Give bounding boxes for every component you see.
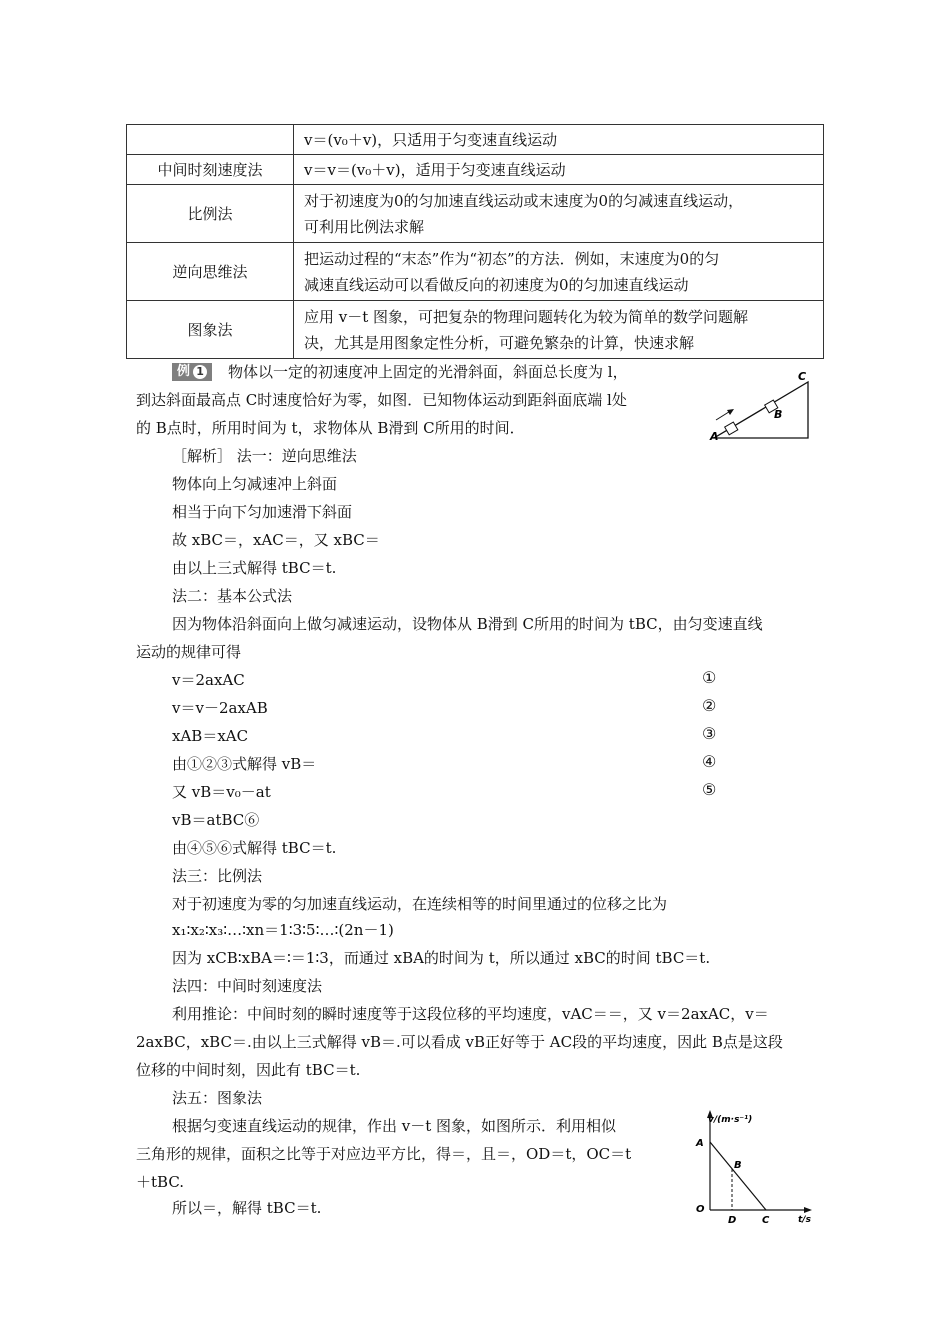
table-row bbox=[127, 155, 824, 185]
label-a: A bbox=[710, 430, 719, 443]
solution-line: 位移的中间时刻，因此有 tBC＝t. bbox=[136, 1061, 361, 1079]
equation: v＝v－2axAB bbox=[172, 699, 268, 717]
table-row bbox=[127, 301, 824, 359]
solution-line: 物体向上匀减速冲上斜面 bbox=[172, 475, 338, 493]
equation-number: ③ bbox=[702, 724, 717, 743]
example-line: 的 B点时，所用时间为 t，求物体从 B滑到 C所用的时间． bbox=[136, 419, 525, 437]
method-desc: v＝v＝(v₀＋v)，适用于匀变速直线运动 bbox=[294, 155, 824, 185]
solution-line: vB＝atBC⑥ bbox=[172, 811, 260, 829]
solution-line: 运动的规律可得 bbox=[136, 643, 242, 661]
solution-line: 法三：比例法 bbox=[172, 867, 263, 885]
solution-line: 利用推论：中间时刻的瞬时速度等于这段位移的平均速度，vAC＝＝，又 v＝2axAC，v＝ bbox=[172, 1005, 769, 1023]
method-name: 图象法 bbox=[127, 301, 294, 359]
solution-line: 根据匀变速直线运动的规律，作出 v－t 图象，如图所示．利用相似 bbox=[172, 1117, 617, 1135]
method-name: 逆向思维法 bbox=[127, 243, 294, 301]
method-desc: 对于初速度为0的匀加速直线运动或末速度为0的匀减速直线运动， 可利用比例法求解 bbox=[294, 185, 824, 243]
solution-line: 法四：中间时刻速度法 bbox=[172, 977, 323, 995]
y-axis-label: v/(m·s⁻¹) bbox=[708, 1115, 753, 1125]
methods-table bbox=[126, 124, 824, 359]
solution-line: 所以＝，解得 tBC＝t. bbox=[172, 1199, 322, 1217]
solution-line: 由④⑤⑥式解得 tBC＝t. bbox=[172, 839, 337, 857]
equation: 又 vB＝v₀－at bbox=[172, 783, 271, 801]
label-o: O bbox=[696, 1204, 705, 1215]
label-d: D bbox=[728, 1215, 737, 1226]
example-line: 到达斜面最高点 C时速度恰好为零，如图．已知物体运动到距斜面底端 l处 bbox=[136, 391, 627, 409]
solution-line: 对于初速度为零的匀加速直线运动，在连续相等的时间里通过的位移之比为 bbox=[172, 895, 668, 913]
equation-number: ② bbox=[702, 696, 717, 715]
solution-line: 因为物体沿斜面向上做匀减速运动，设物体从 B滑到 C所用的时间为 tBC，由匀变速直线 bbox=[172, 615, 763, 633]
method-desc: v＝(v₀＋v)，只适用于匀变速直线运动 bbox=[294, 125, 824, 155]
label-c: C bbox=[762, 1215, 770, 1226]
equation: xAB＝xAC bbox=[172, 727, 249, 745]
method-name: 比例法 bbox=[127, 185, 294, 243]
solution-line: 相当于向下匀加速滑下斜面 bbox=[172, 503, 353, 521]
label-a: A bbox=[696, 1138, 704, 1149]
solution-line: 三角形的规律，面积之比等于对应边平方比，得＝，且＝，OD＝t，OC＝t bbox=[136, 1145, 632, 1163]
equation-number: ① bbox=[702, 668, 717, 687]
solution-line: 因为 xCB∶xBA＝∶＝1∶3，而通过 xBA的时间为 t，所以通过 xBC的时间 tBC＝t. bbox=[172, 949, 711, 967]
x-axis-label: t/s bbox=[798, 1215, 811, 1225]
table-row bbox=[127, 185, 824, 243]
label-b: B bbox=[774, 408, 783, 421]
solution-line: ＋tBC. bbox=[136, 1173, 185, 1191]
vt-graph bbox=[686, 1106, 820, 1226]
solution-line: 法二：基本公式法 bbox=[172, 587, 293, 605]
method-desc: 把运动过程的“末态”作为“初态”的方法．例如，末速度为0的匀 减速直线运动可以看做反向的初速度为0的匀加速直线运动 bbox=[294, 243, 824, 301]
solution-line: x₁∶x₂∶x₃∶…∶xn＝1∶3∶5∶…∶(2n－1) bbox=[172, 921, 394, 939]
solution-line: 法五：图象法 bbox=[172, 1089, 263, 1107]
table-row bbox=[127, 125, 824, 155]
equation-number: ⑤ bbox=[702, 780, 717, 799]
solution-line: 故 xBC＝，xAC＝，又 xBC＝ bbox=[172, 531, 380, 549]
incline-figure bbox=[700, 368, 820, 446]
solution-line: ［解析］ 法一：逆向思维法 bbox=[172, 447, 357, 465]
x-axis-arrow bbox=[804, 1207, 812, 1213]
example-badge: 例 1 bbox=[172, 360, 212, 381]
equation-number: ④ bbox=[702, 752, 717, 771]
equation: v＝2axAC bbox=[172, 671, 245, 689]
solution-line: 由以上三式解得 tBC＝t. bbox=[172, 559, 337, 577]
table-row bbox=[127, 243, 824, 301]
solution-line: 2axBC，xBC＝.由以上三式解得 vB＝.可以看成 vB正好等于 AC段的平均速度，因此 B点是这段 bbox=[136, 1033, 783, 1051]
example-line: 物体以一定的初速度冲上固定的光滑斜面，斜面总长度为 l， bbox=[228, 363, 628, 381]
velocity-line bbox=[710, 1142, 766, 1210]
method-name: 中间时刻速度法 bbox=[127, 155, 294, 185]
block-a bbox=[725, 422, 738, 435]
equation: 由①②③式解得 vB＝ bbox=[172, 755, 317, 773]
label-c: C bbox=[798, 370, 807, 383]
method-name bbox=[127, 125, 294, 155]
method-desc: 应用 v－t 图象，可把复杂的物理问题转化为较为简单的数学问题解 决，尤其是用图象定性分析，可避免繁杂的计算，快速求解 bbox=[294, 301, 824, 359]
label-b: B bbox=[734, 1160, 742, 1171]
